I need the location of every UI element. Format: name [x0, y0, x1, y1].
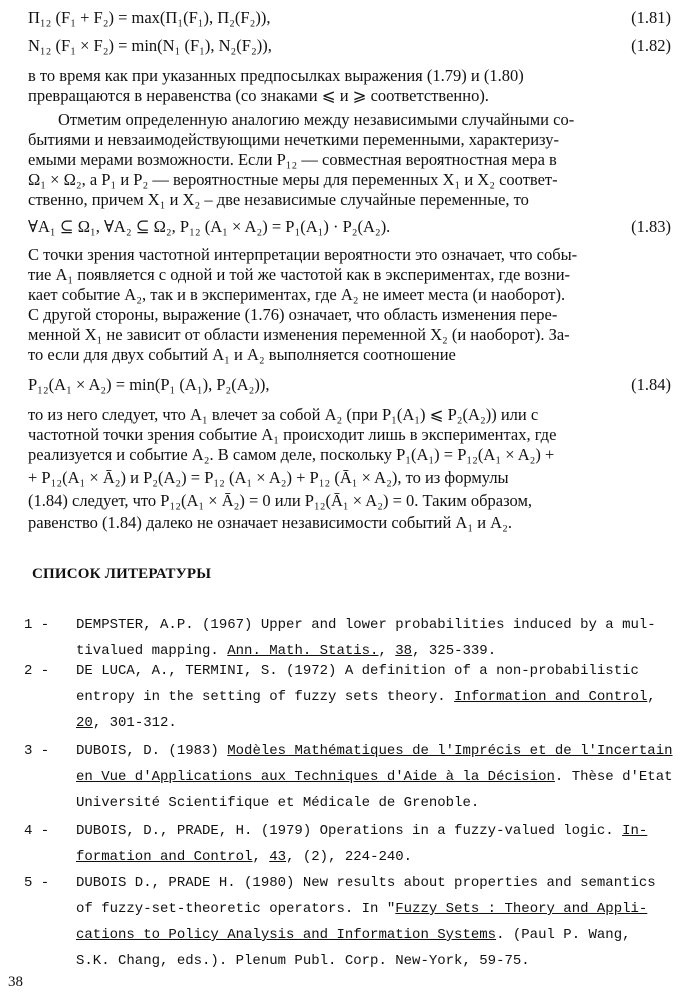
reference-line: entropy in the setting of fuzzy sets theory. Information and Control,: [76, 689, 656, 705]
equation-number: (1.84): [631, 375, 671, 394]
paragraph-line: реализуется и событие A₂. В самом деле, поскольку P₁(A₁) = P₁₂(A₁ × A₂) +: [28, 445, 555, 464]
paragraph-line: ственно, причем X₁ и X₂ – две независимые случайные переменные, то: [28, 190, 529, 209]
reference-number: 2 -: [24, 663, 50, 679]
journal-title: formation and Control: [76, 849, 253, 865]
reference-line: DUBOIS, D. (1983) Modèles Mathématiques de l'Imprécis et de l'Incertain: [76, 743, 673, 759]
journal-title: Information and Control: [454, 689, 648, 705]
reference-line: formation and Control, 43, (2), 224-240.: [76, 849, 413, 865]
book-title: cations to Policy Analysis and Information Systems: [76, 927, 497, 943]
paragraph-line: частотной точки зрения событие A₁ происходит лишь в экспериментах, где: [28, 425, 557, 444]
reference-item: [24, 870, 677, 974]
reference-number: 5 -: [24, 875, 50, 891]
reference-number: 3 -: [24, 743, 50, 759]
paragraph-line: тие A₁ появляется с одной и той же частотой как в экспериментах, где возни-: [28, 265, 571, 284]
reference-line: DEMPSTER, A.P. (1967) Upper and lower probabilities induced by a mul-: [76, 617, 656, 633]
reference-line: 20, 301-312.: [76, 715, 177, 731]
reference-line: DE LUCA, A., TERMINI, S. (1972) A definition of a non-probabilistic: [76, 663, 639, 679]
reference-number: 1 -: [24, 617, 50, 633]
paragraph-line: + P₁₂(A₁ × Ā₂) и P₂(A₂) = P₁₂ (A₁ × A₂) + P₁₂ (Ā₁ × A₂), то из формулы: [28, 468, 509, 487]
references-heading: СПИСОК ЛИТЕРАТУРЫ: [32, 566, 212, 582]
journal-title: In-: [622, 823, 648, 839]
equation-number: (1.82): [631, 36, 671, 55]
book-title: Fuzzy Sets : Theory and Appli-: [395, 901, 648, 917]
equation-number: (1.83): [631, 217, 671, 236]
paragraph-line: равенство (1.84) далеко не означает независимости событий A₁ и A₂.: [28, 513, 512, 532]
volume: 43: [269, 849, 287, 865]
reference-line: of fuzzy-set-theoretic operators. In "Fuzzy Sets : Theory and Appli-: [76, 901, 648, 917]
equation-text: N₁₂ (F₁ × F₂) = min(N₁ (F₁), N₂(F₂)),: [28, 36, 272, 55]
volume: 38: [395, 643, 413, 659]
book-title: Modèles Mathématiques de l'Imprécis et de l'Incertain: [227, 743, 673, 759]
book-title: en Vue d'Applications aux Techniques d'Aide à la Décision: [76, 769, 555, 785]
equation-text: Π₁₂ (F₁ + F₂) = max(Π₁(F₁), Π₂(F₂)),: [28, 8, 271, 27]
volume: 20: [76, 715, 93, 731]
reference-item: [24, 612, 677, 664]
reference-item: [24, 818, 677, 870]
paragraph-line: С точки зрения частотной интерпретации вероятности это означает, что собы-: [28, 245, 578, 264]
paragraph-line: то из него следует, что A₁ влечет за собой A₂ (при P₁(A₁) ⩽ P₂(A₂)) или с: [28, 405, 539, 424]
paragraph-line: то если для двух событий A₁ и A₂ выполняется соотношение: [28, 345, 456, 364]
reference-line: DUBOIS, D., PRADE, H. (1979) Operations in a fuzzy-valued logic. In-: [76, 823, 648, 839]
page-number: 38: [8, 974, 23, 990]
reference-line: tivalued mapping. Ann. Math. Statis., 38, 325-339.: [76, 643, 497, 659]
reference-line: S.K. Chang, eds.). Plenum Publ. Corp. New-York, 59-75.: [76, 953, 530, 969]
journal-title: Ann. Math. Statis.: [227, 643, 379, 659]
equation-number: (1.81): [631, 8, 671, 27]
paragraph-line: менной X₁ не зависит от области изменения переменной X₂ (и наоборот). За-: [28, 325, 570, 344]
paragraph-line: (1.84) следует, что P₁₂(A₁ × Ā₂) = 0 или P₁₂(Ā₁ × A₂) = 0. Таким образом,: [28, 491, 533, 510]
reference-line: DUBOIS D., PRADE H. (1980) New results about properties and semantics: [76, 875, 656, 891]
reference-number: 4 -: [24, 823, 50, 839]
paragraph-line: кает событие A₂, так и в экспериментах, где A₂ не имеет места (и наоборот).: [28, 285, 566, 304]
equation-text: P₁₂(A₁ × A₂) = min(P₁ (A₁), P₂(A₂)),: [28, 375, 270, 394]
reference-line: en Vue d'Applications aux Techniques d'Aide à la Décision. Thèse d'Etat: [76, 769, 673, 785]
reference-item: [24, 658, 677, 736]
paragraph-line: Отметим определенную аналогию между независимыми случайными со-: [58, 110, 575, 129]
paragraph-line: С другой стороны, выражение (1.76) означает, что область изменения пере-: [28, 305, 558, 324]
paragraph-line: бытиями и невзаимодействующими нечеткими переменными, характеризу-: [28, 130, 559, 149]
reference-line: cations to Policy Analysis and Information Systems. (Paul P. Wang,: [76, 927, 631, 943]
paragraph-line: Ω₁ × Ω₂, а P₁ и P₂ — вероятностные меры для переменных X₁ и X₂ соответ-: [28, 170, 558, 189]
paragraph-line: емыми мерами возможности. Если P₁₂ — совместная вероятностная мера в: [28, 150, 557, 169]
paragraph-line: в то время как при указанных предпосылках выражения (1.79) и (1.80): [28, 66, 524, 85]
reference-item: [24, 738, 677, 816]
reference-line: Université Scientifique et Médicale de Grenoble.: [76, 795, 480, 811]
equation-text: ∀A₁ ⊆ Ω₁, ∀A₂ ⊆ Ω₂, P₁₂ (A₁ × A₂) = P₁(A₁) · P₂(A₂).: [28, 217, 391, 236]
paragraph-line: превращаются в неравенства (со знаками ⩽ и ⩾ соответственно).: [28, 86, 489, 105]
